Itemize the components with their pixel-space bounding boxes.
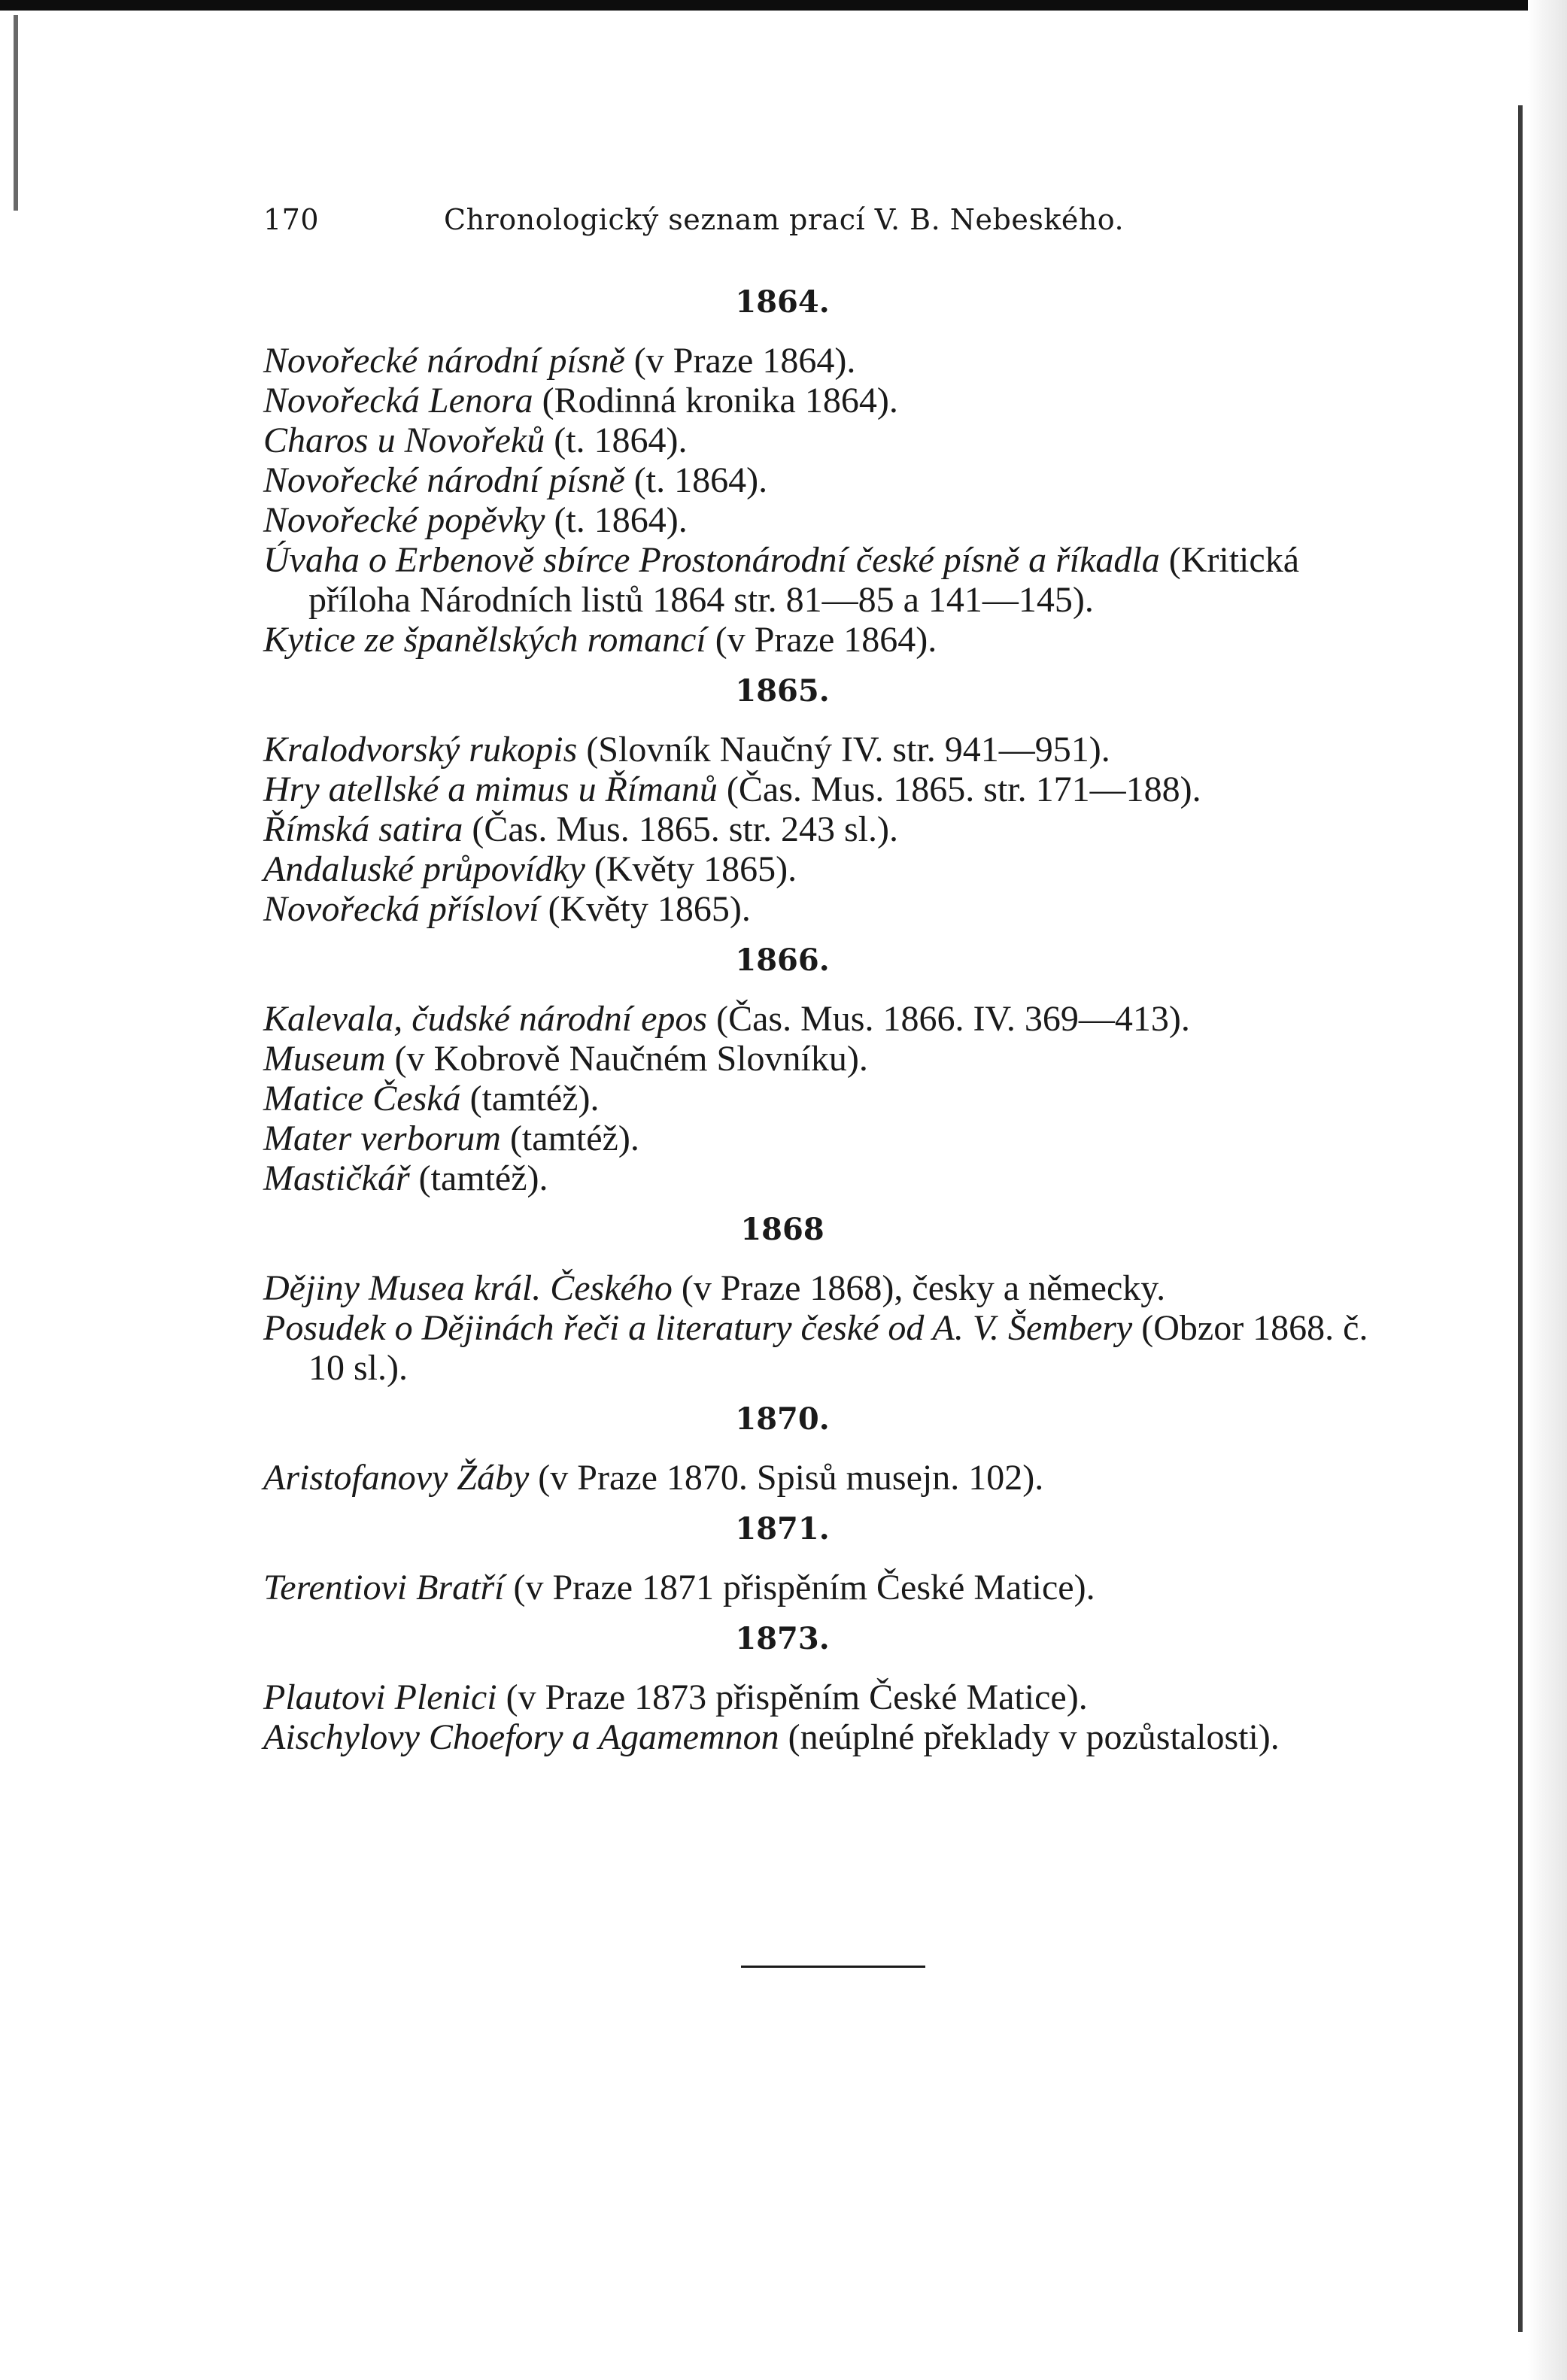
publication-details: (tamtéž). <box>409 1158 548 1198</box>
publication-details: (t. 1864). <box>545 500 688 540</box>
publication-details: (Obzor 1868. č. 10 sl.). <box>308 1308 1368 1388</box>
year-section <box>263 1621 1392 1757</box>
work-title: Kralodvorský rukopis <box>263 730 578 770</box>
work-title: Novořecká přísloví <box>263 889 539 929</box>
scan-left-mark <box>14 15 18 211</box>
bibliography-entry <box>263 730 1392 770</box>
work-title: Aischylovy Choefory a Agamemnon <box>263 1717 779 1757</box>
year-section <box>263 1401 1392 1498</box>
year-heading: 1871. <box>735 1511 830 1547</box>
bibliography-entry <box>263 1039 1392 1079</box>
publication-details: (t. 1864). <box>624 460 768 500</box>
work-title: Charos u Novořeků <box>263 420 545 460</box>
publication-details: (v Praze 1871 přispěním České Matice). <box>504 1568 1095 1607</box>
work-title: Dějiny Musea král. Českého <box>263 1268 673 1308</box>
work-title: Novořecká Lenora <box>263 381 533 420</box>
bibliography-entry <box>263 1268 1392 1308</box>
bibliography-entry <box>263 500 1392 540</box>
publication-details: (Kritická příloha Národních listů 1864 str. 81—85 a 141—145). <box>308 540 1299 620</box>
work-title: Novořecké národní písně <box>263 341 625 381</box>
year-heading: 1873. <box>735 1621 830 1656</box>
publication-details: (v Praze 1864). <box>706 620 937 660</box>
publication-details: (v Praze 1873 přispěním České Matice). <box>497 1677 1088 1717</box>
bibliography-entry <box>263 460 1392 500</box>
work-title: Kalevala, čudské národní epos <box>263 999 708 1039</box>
year-heading: 1864. <box>735 284 830 320</box>
publication-details: (v Praze 1868), česky a německy. <box>672 1268 1166 1308</box>
year-section <box>263 943 1392 1198</box>
page-number: 170 <box>263 203 320 236</box>
running-title: Chronologický seznam prací V. B. Nebeského. <box>444 203 1125 236</box>
year-heading: 1866. <box>735 943 830 978</box>
publication-details: (Čas. Mus. 1865. str. 243 sl.). <box>463 809 899 849</box>
bibliography-entry <box>263 1677 1392 1717</box>
bibliography-entry <box>263 540 1392 620</box>
bibliography-entry <box>263 1119 1392 1158</box>
publication-details: (v Kobrově Naučném Slovníku). <box>385 1039 868 1079</box>
work-title: Římská satira <box>263 809 463 849</box>
bibliography-entry <box>263 849 1392 889</box>
year-section <box>263 673 1392 929</box>
bibliography-entry <box>263 341 1392 381</box>
work-title: Matice Česká <box>263 1079 461 1119</box>
bibliography-entry <box>263 420 1392 460</box>
work-title: Novořecké popěvky <box>263 500 545 540</box>
work-title: Hry atellské a mimus u Římanů <box>263 770 718 809</box>
publication-details: (Rodinná kronika 1864). <box>533 381 898 420</box>
bibliography-entry <box>263 620 1392 660</box>
publication-details: (v Praze 1870. Spisů musejn. 102). <box>529 1458 1044 1498</box>
year-section <box>263 1511 1392 1607</box>
bibliography-entry <box>263 1458 1392 1498</box>
work-title: Úvaha o Erbenově sbírce Prostonárodní české písně a říkadla <box>263 540 1160 580</box>
scan-top-edge <box>0 0 1567 11</box>
year-section <box>263 284 1392 660</box>
year-heading: 1870. <box>735 1401 830 1437</box>
bibliography-entry <box>263 1717 1392 1757</box>
bibliography-entry <box>263 889 1392 929</box>
work-title: Museum <box>263 1039 386 1079</box>
publication-details: (tamtéž). <box>460 1079 600 1119</box>
bibliography-entry <box>263 809 1392 849</box>
work-title: Aristofanovy Žáby <box>263 1458 530 1498</box>
publication-details: (t. 1864). <box>545 420 688 460</box>
bibliography-entry <box>263 1158 1392 1198</box>
work-title: Mastičkář <box>263 1158 410 1198</box>
publication-details: (tamtéž). <box>500 1119 639 1158</box>
work-title: Andaluské průpovídky <box>263 849 585 889</box>
bibliography-entry <box>263 999 1392 1039</box>
work-title: Terentiovi Bratří <box>263 1568 505 1607</box>
publication-details: (v Praze 1864). <box>624 341 856 381</box>
bibliography-entry <box>263 1308 1392 1388</box>
bibliography-entry <box>263 770 1392 809</box>
work-title: Mater verborum <box>263 1119 501 1158</box>
publication-details: (Čas. Mus. 1865. str. 171—188). <box>717 770 1201 809</box>
page-header <box>263 203 1392 271</box>
bibliography-entry <box>263 381 1392 420</box>
scan-right-binding-line <box>1518 105 1523 2332</box>
work-title: Novořecké národní písně <box>263 460 625 500</box>
year-heading: 1868 <box>740 1212 824 1247</box>
publication-details: (neúplné překlady v pozůstalosti). <box>779 1717 1280 1757</box>
bibliography-entry <box>263 1568 1392 1607</box>
publication-details: (Květy 1865). <box>539 889 751 929</box>
bibliography-entry <box>263 1079 1392 1119</box>
publication-details: (Čas. Mus. 1866. IV. 369—413). <box>707 999 1190 1039</box>
scan-right-edge <box>1528 0 1567 2380</box>
work-title: Kytice ze španělských romancí <box>263 620 706 660</box>
year-heading: 1865. <box>735 673 830 709</box>
page <box>263 203 1392 1757</box>
work-title: Plautovi Plenici <box>263 1677 497 1717</box>
closing-rule <box>741 1966 925 1968</box>
year-section <box>263 1212 1392 1388</box>
work-title: Posudek o Dějinách řeči a literatury české od A. V. Šembery <box>263 1308 1133 1348</box>
bibliography-list <box>263 284 1392 1757</box>
publication-details: (Slovník Naučný IV. str. 941—951). <box>577 730 1110 770</box>
publication-details: (Květy 1865). <box>585 849 797 889</box>
